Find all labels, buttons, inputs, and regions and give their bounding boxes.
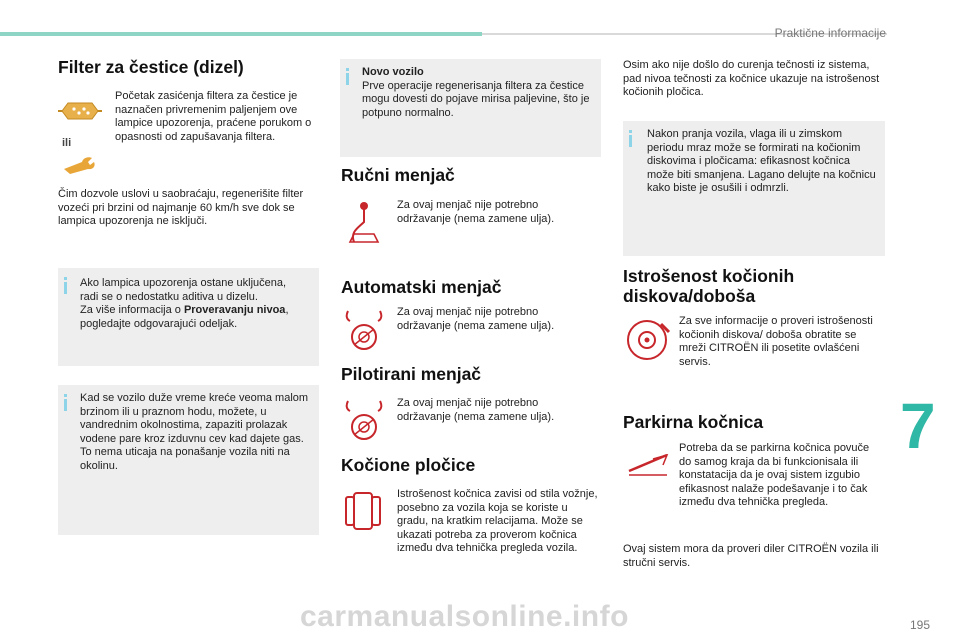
watermark: carmanualsonline.info — [300, 600, 629, 633]
info-box-additive — [58, 268, 319, 366]
info-icon — [346, 68, 349, 71]
piloted-gearbox-icon — [340, 395, 390, 445]
new-vehicle-text: Prve operacije regenerisanja filtera za čestice mogu dovesti do pojave mirisa paljevine, što je potpuno normalno. — [362, 79, 590, 119]
discs-heading-line2: diskova/doboša — [623, 286, 756, 306]
page-number: 195 — [909, 618, 930, 632]
info-steam-text: Kad se vozilo duže vreme kreće veoma malom brzinom ili u praznom hodu, možete, u vandrednim okolnostima, zapaziti prolazak vodene pare kroz izduvnu cev kad dajete gas. To nema uticaja na ponašanje vozila niti na okolinu. — [80, 392, 309, 472]
parking-brake-heading: Parkirna kočnica — [623, 412, 764, 432]
info-icon-dot — [629, 135, 632, 147]
discs-text: Za sve informacije o proveri istrošenosti kočionih diskova/ doboša obratite se mreži CITROËN ili posetite ovlašćeni servis. — [679, 315, 873, 368]
info-icon — [64, 394, 67, 397]
info-icon-dot — [64, 399, 67, 411]
or-label: ili — [62, 137, 72, 149]
brake-pads-heading: Kočione pločice — [341, 455, 476, 475]
header-accent-bar — [0, 32, 482, 36]
particle-filter-warning-icon — [58, 100, 102, 122]
auto-gearbox-heading: Automatski menjač — [341, 277, 502, 297]
info-icon — [629, 130, 632, 133]
piloted-gearbox-heading: Pilotirani menjač — [341, 364, 482, 384]
info-box-steam — [58, 385, 319, 535]
info-additive-line2: radi se o nedostatku aditiva u dizelu. — [80, 290, 258, 303]
info-additive-more-suffix: , pogledajte odgovarajući odeljak. — [80, 304, 289, 330]
parking-brake-icon — [623, 443, 673, 479]
info-additive-line1: Ako lampica upozorenja ostane uključena, — [80, 277, 287, 289]
chapter-number: 7 — [900, 390, 936, 462]
info-box-moisture — [623, 121, 885, 256]
info-icon-dot — [346, 73, 349, 85]
piloted-gearbox-text: Za ovaj menjač nije potrebno održavanje (nema zamene ulja). — [397, 397, 555, 423]
section-title: Praktične informacije — [774, 26, 886, 40]
parking-brake-text: Potreba da se parkirna kočnica povuče do samog kraja da bi funkcionisala ili konstatacija da je ovaj sistem izgubio efikasnost nalaže podešavanje i to čak između dva tehnička pregleda. — [679, 442, 870, 509]
fluid-levels-link[interactable]: Proveravanju nivoa — [183, 304, 286, 317]
dpf-heading: Filter za čestice (dizel) — [58, 57, 244, 77]
auto-gearbox-text: Za ovaj menjač nije potrebno održavanje (nema zamene ulja). — [397, 306, 555, 332]
dpf-intro-text: Početak zasićenja filtera za čestice je naznačen privremenim paljenjem ove lampice upozorenja, praćene porukom o opasnosti od zapušavanja filtera. — [115, 90, 312, 143]
brake-disc-icon — [623, 314, 673, 364]
info-additive-more-prefix: Za više informacija o — [80, 304, 184, 317]
brake-fluid-text: Osim ako nije došlo do curenja tečnosti iz sistema, pad nivoa tečnosti za kočnice ukazuje na istrošenost kočionih pločica. — [623, 59, 880, 99]
wrench-service-icon — [62, 156, 98, 176]
new-vehicle-title: Novo vozilo — [362, 66, 424, 78]
info-additive-text — [80, 277, 316, 331]
manual-gearbox-heading: Ručni menjač — [341, 165, 455, 185]
info-icon — [64, 277, 67, 280]
automatic-gearbox-icon — [340, 305, 390, 355]
brake-pads-icon — [340, 487, 390, 537]
manual-gearbox-text: Za ovaj menjač nije potrebno održavanje (nema zamene ulja). — [397, 199, 555, 225]
info-icon-dot — [64, 282, 67, 294]
manual-gearbox-icon — [340, 198, 390, 248]
brake-pads-text: Istrošenost kočnica zavisi od stila vožnje, posebno za vozila koja se koriste u gradu, na kratkim relacijama. Može se ukazati potreba za proverom kočnica između dva tehnička pregleda vozila. — [397, 488, 598, 555]
info-moisture-text: Nakon pranja vozila, vlaga ili u zimskom periodu mraz može se formirati na kočionim diskovima i pločicama: efikasnost kočnica može biti smanjena. Lagano delujte na kočnicu kako biste je osušili i odmrzli. — [647, 128, 876, 195]
info-box-new-vehicle — [340, 59, 601, 157]
parking-brake-dealer-text: Ovaj sistem mora da proveri diler CITROËN vozila ili stručni servis. — [623, 543, 879, 569]
discs-heading — [623, 266, 883, 306]
discs-heading-line1: Istrošenost kočionih — [623, 266, 795, 286]
dpf-regen-text: Čim dozvole uslovi u saobraćaju, regenerišite filter vozeći pri brzini od najmanje 60 km/h sve dok se lampica upozorenja ne isključi. — [58, 188, 304, 228]
